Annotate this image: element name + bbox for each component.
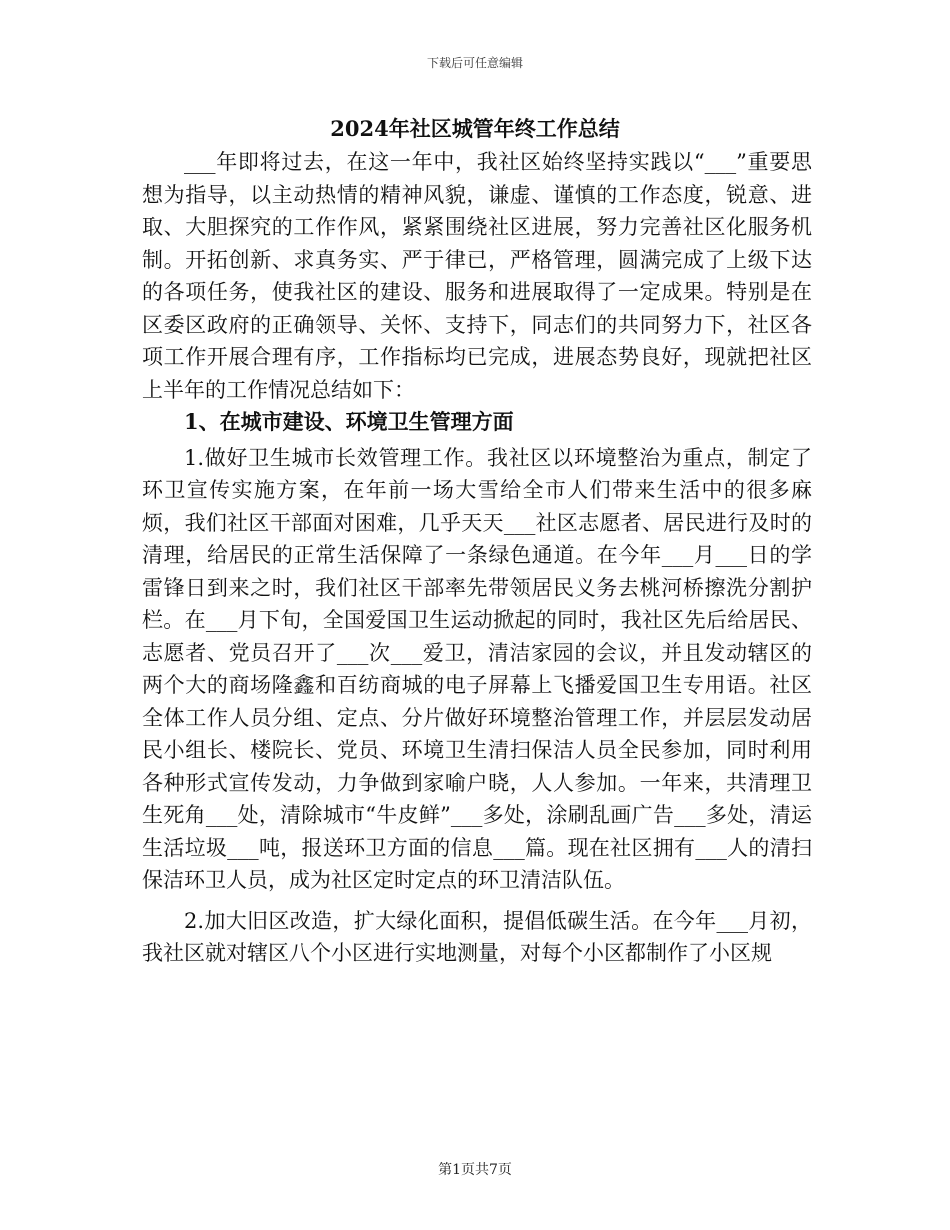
document-title: 2024年社区城管年终工作总结	[330, 116, 620, 141]
page-footer: 第1页共7页	[438, 1162, 512, 1178]
item-1-paragraph: 1.做好卫生城市长效管理工作。我社区以环境整治为重点，制定了环卫宣传实施方案，在年前一场大雪给全市人们带来生活中的很多麻烦，我们社区干部面对困难，几乎天天___社区志愿者、居民进行及时的清理，给居民的正常生活保障了一条绿色通道。在今年___月___日的学雷锋日到来之时，我们社区干部率先带领居民义务去桃河桥擦洗分割护栏。在___月下旬，全国爱国卫生运动掀起的同时，我社区先后给居民、志愿者、党员召开了___次___爱卫，清洁家园的会议，并且发动辖区的两个大的商场隆鑫和百纺商城的电子屏幕上飞播爱国卫生专用语。社区全体工作人员分组、定点、分片做好环境整治管理工作，并层层发动居民小组长、楼院长、党员、环境卫生清扫保洁人员全民参加，同时利用各种形式宣传发动，力争做到家喻户晓，人人参加。一年来，共清理卫生死角___处，清除城市“牛皮鲜”___多处，涂刷乱画广告___多处，清运生活垃圾___吨，报送环卫方面的信息___篇。现在社区拥有___人的清扫保洁环卫人员，成为社区定时定点的环卫清洁队伍。	[142, 445, 812, 892]
intro-paragraph: ___年即将过去，在这一年中，我社区始终坚持实践以“___”重要思想为指导，以主动热情的精神风貌，谦虚、谨慎的工作态度，锐意、进取、大胆探究的工作作风，紧紧围绕社区进展，努力完善社区化服务机制。开拓创新、求真务实、严于律已，严格管理，圆满完成了上级下达的各项任务，使我社区的建设、服务和进展取得了一定成果。特别是在区委区政府的正确领导、关怀、支持下，同志们的共同努力下，社区各项工作开展合理有序，工作指标均已完成，进展态势良好，现就把社区上半年的工作情况总结如下：	[142, 150, 812, 402]
document-body	[142, 146, 812, 970]
header-note: 下载后可任意编辑	[426, 56, 523, 70]
section-heading: 1、在城市建设、环境卫生管理方面	[184, 409, 514, 434]
item-2-paragraph: 2.加大旧区改造，扩大绿化面积，提倡低碳生活。在今年___月初，我社区就对辖区八个小区进行实地测量，对每个小区都制作了小区规	[142, 908, 812, 965]
